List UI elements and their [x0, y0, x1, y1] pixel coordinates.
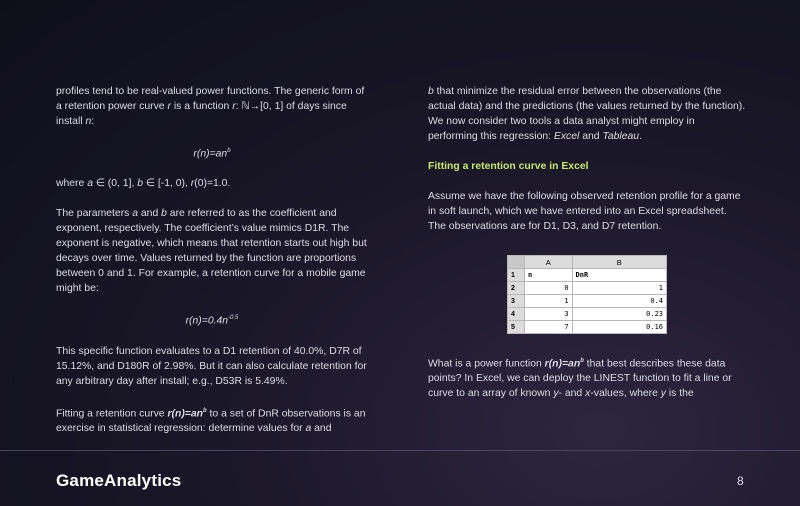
row-header: 4 [508, 308, 525, 321]
paragraph-assume: Assume we have the following observed retention profile for a game in soft launch, which we have entered into an Excel spreadsheet. The observations are for D1, D3, and D7 retention. [428, 191, 741, 232]
spreadsheet-row [508, 269, 667, 282]
cell: 1 [572, 282, 666, 295]
spreadsheet-row [508, 295, 667, 308]
row-header: 3 [508, 295, 525, 308]
paragraph-linest: What is a power function $r(n)=an^b$ that best describes these data points? In Excel, we can deploy the LINEST function to fit a line or curve to an array of known y- and x-values, where y is the [428, 358, 732, 400]
cell: 0.4 [572, 295, 666, 308]
paragraph-parameters: The parameters a and b are referred to as the coefficient and exponent, respectively. The coefficient’s value mimics D1R. The exponent is negative, which means that retention starts out high but decays over time. Values returned by the function are proportions between 0 and 1. For example, a retention curve for a mobile game might be: [56, 208, 367, 295]
cell: DnR [572, 269, 666, 282]
row-header: 1 [508, 269, 525, 282]
spreadsheet-row [508, 282, 667, 295]
row-header: 5 [508, 321, 525, 334]
page-number: 8 [737, 474, 744, 488]
left-column [56, 84, 368, 451]
spreadsheet-header-row [508, 256, 667, 269]
paragraph-fitting: Fitting a retention curve $r(n)=an^b$ to a set of DnR observations is an exercise in statistical regression: determine values for a and [56, 407, 366, 435]
cell: 0.16 [572, 321, 666, 334]
cell: 7 [525, 321, 573, 334]
cell: 1 [525, 295, 573, 308]
column-header: A [525, 256, 573, 269]
spreadsheet-table [507, 255, 667, 334]
spreadsheet-corner [508, 256, 525, 269]
formula-example: $r(n)=0.4n^{-0.5}$ [185, 315, 239, 327]
spreadsheet-row [508, 308, 667, 321]
column-header: B [572, 256, 666, 269]
cell: 0 [525, 282, 573, 295]
row-header: 2 [508, 282, 525, 295]
cell: 3 [525, 308, 573, 321]
gameanalytics-logo: GameAnalytics [56, 471, 182, 490]
formula-generic: $r(n)=an^b$ [193, 148, 231, 160]
right-column [428, 84, 746, 416]
section-heading: Fitting a retention curve in Excel [428, 161, 589, 172]
paragraph-power-functions: profiles tend to be real-valued power functions. The generic form of a retention power curve r is a function r: ℕ→[0, 1] of days since install n: [56, 86, 365, 127]
cell: 0.23 [572, 308, 666, 321]
cell: n [525, 269, 573, 282]
paragraph-minimize: b that minimize the residual error between the observations (the actual data) and the predictions (the values returned by the function). We now consider two tools a data analyst might employ in performing this regression: Excel and Tableau. [428, 86, 746, 142]
paragraph-where: where a ∈ (0, 1], b ∈ [-1, 0), r(0)=1.0. [56, 178, 231, 190]
paragraph-evaluation: This specific function evaluates to a D1 retention of 40.0%, D7R of 15.12%, and D180R of 2.98%. But it can also calculate retention for any arbitrary day after install; e.g., D53R is 5.49%. [56, 345, 367, 387]
spreadsheet-row [508, 321, 667, 334]
footer-divider [0, 450, 800, 451]
